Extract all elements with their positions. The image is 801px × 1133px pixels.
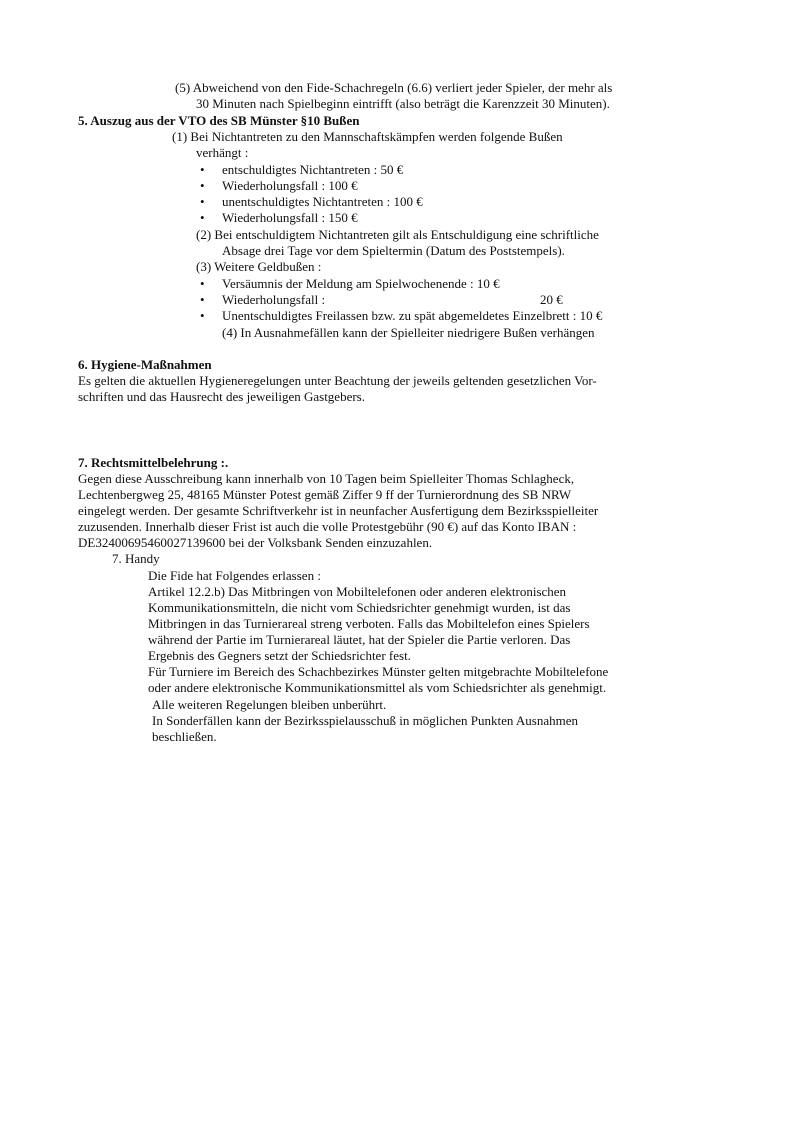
fine-item: entschuldigtes Nichtantreten : 50 € (222, 162, 404, 177)
appeal-text-line: zuzusenden. Innerhalb dieser Frist ist auch die volle Protestgebühr (90 €) auf das Konto IBAN : (78, 519, 577, 534)
further-fine-item: Unentschuldigtes Freilassen bzw. zu spät abgemeldetes Einzelbrett : 10 € (222, 308, 603, 323)
bullet-icon: • (200, 292, 205, 307)
handy-special-line-2: beschließen. (152, 729, 217, 744)
fine-rule-1-line-2: verhängt : (196, 145, 249, 160)
appeal-text-line: eingelegt werden. Der gesamte Schriftverkehr ist in neunfacher Ausfertigung dem Bezirksspielleiter (78, 503, 599, 518)
fine-rule-2-line-2: Absage drei Tage vor dem Spieltermin (Datum des Poststempels). (222, 243, 565, 258)
handy-article-line: während der Partie im Turnierareal läutet, hat der Spieler die Partie verloren. Das (148, 632, 571, 647)
handy-heading: 7. Handy (112, 551, 160, 566)
fine-rule-1-line-1: (1) Bei Nichtantreten zu den Mannschaftskämpfen werden folgende Bußen (172, 129, 563, 144)
bullet-icon: • (200, 194, 205, 209)
section-5-heading: 5. Auszug aus der VTO des SB Münster §10 Bußen (78, 113, 360, 128)
bullet-icon: • (200, 178, 205, 193)
section-7-heading: 7. Rechtsmittelbelehrung :. (78, 455, 229, 470)
handy-article-line: Artikel 12.2.b) Das Mitbringen von Mobiltelefonen oder anderen elektronischen (148, 584, 567, 599)
fine-item: unentschuldigtes Nichtantreten : 100 € (222, 194, 423, 209)
bullet-icon: • (200, 162, 205, 177)
handy-other-rules: Alle weiteren Regelungen bleiben unberührt. (152, 697, 387, 712)
bullet-icon: • (200, 308, 205, 323)
section-6-heading: 6. Hygiene-Maßnahmen (78, 357, 212, 372)
handy-special-line-1: In Sonderfällen kann der Bezirksspielausschuß in möglichen Punkten Ausnahmen (152, 713, 579, 728)
fine-item: Wiederholungsfall : 100 € (222, 178, 358, 193)
fine-rule-3: (3) Weitere Geldbußen : (196, 259, 322, 274)
rule-5-line-1: (5) Abweichend von den Fide-Schachregeln (6.6) verliert jeder Spieler, der mehr als (175, 80, 613, 95)
appeal-text-line: Gegen diese Ausschreibung kann innerhalb von 10 Tagen beim Spielleiter Thomas Schlagheck, (78, 471, 575, 486)
appeal-text-line: Lechtenbergweg 25, 48165 Münster Potest gemäß Ziffer 9 ff der Turnierordnung des SB NRW (78, 487, 572, 502)
further-fine-value: 20 € (540, 292, 563, 307)
fine-item: Wiederholungsfall : 150 € (222, 210, 358, 225)
handy-article-line: Mitbringen in das Turnierareal streng verboten. Falls das Mobiltelefon eines Spielers (148, 616, 590, 631)
bullet-icon: • (200, 210, 205, 225)
bullet-icon: • (200, 276, 205, 291)
fine-rule-2-line-1: (2) Bei entschuldigtem Nichtantreten gilt als Entschuldigung eine schriftliche (196, 227, 599, 242)
hygiene-text-line-1: Es gelten die aktuellen Hygieneregelungen unter Beachtung der jeweils geltenden gesetzlichen Vor- (78, 373, 597, 388)
handy-article-line: Kommunikationsmitteln, die nicht vom Schiedsrichter genehmigt wurden, ist das (148, 600, 571, 615)
further-fine-label: Wiederholungsfall : (222, 292, 326, 307)
hygiene-text-line-2: schriften und das Hausrecht des jeweiligen Gastgebers. (78, 389, 365, 404)
handy-intro: Die Fide hat Folgendes erlassen : (148, 568, 321, 583)
appeal-text-line: DE32400695460027139600 bei der Volksbank Senden einzuzahlen. (78, 535, 433, 550)
fine-rule-4: (4) In Ausnahmefällen kann der Spielleiter niedrigere Bußen verhängen (222, 325, 595, 340)
rule-5-line-2: 30 Minuten nach Spielbeginn eintrifft (also beträgt die Karenzzeit 30 Minuten). (196, 96, 610, 111)
handy-article-line: oder andere elektronische Kommunikationsmittel als vom Schiedsrichter als genehmigt. (148, 680, 607, 695)
further-fine-item: Versäumnis der Meldung am Spielwochenende : 10 € (222, 276, 500, 291)
handy-article-line: Ergebnis des Gegners setzt der Schiedsrichter fest. (148, 648, 411, 663)
handy-article-line: Für Turniere im Bereich des Schachbezirkes Münster gelten mitgebrachte Mobiltelefone (148, 664, 609, 679)
